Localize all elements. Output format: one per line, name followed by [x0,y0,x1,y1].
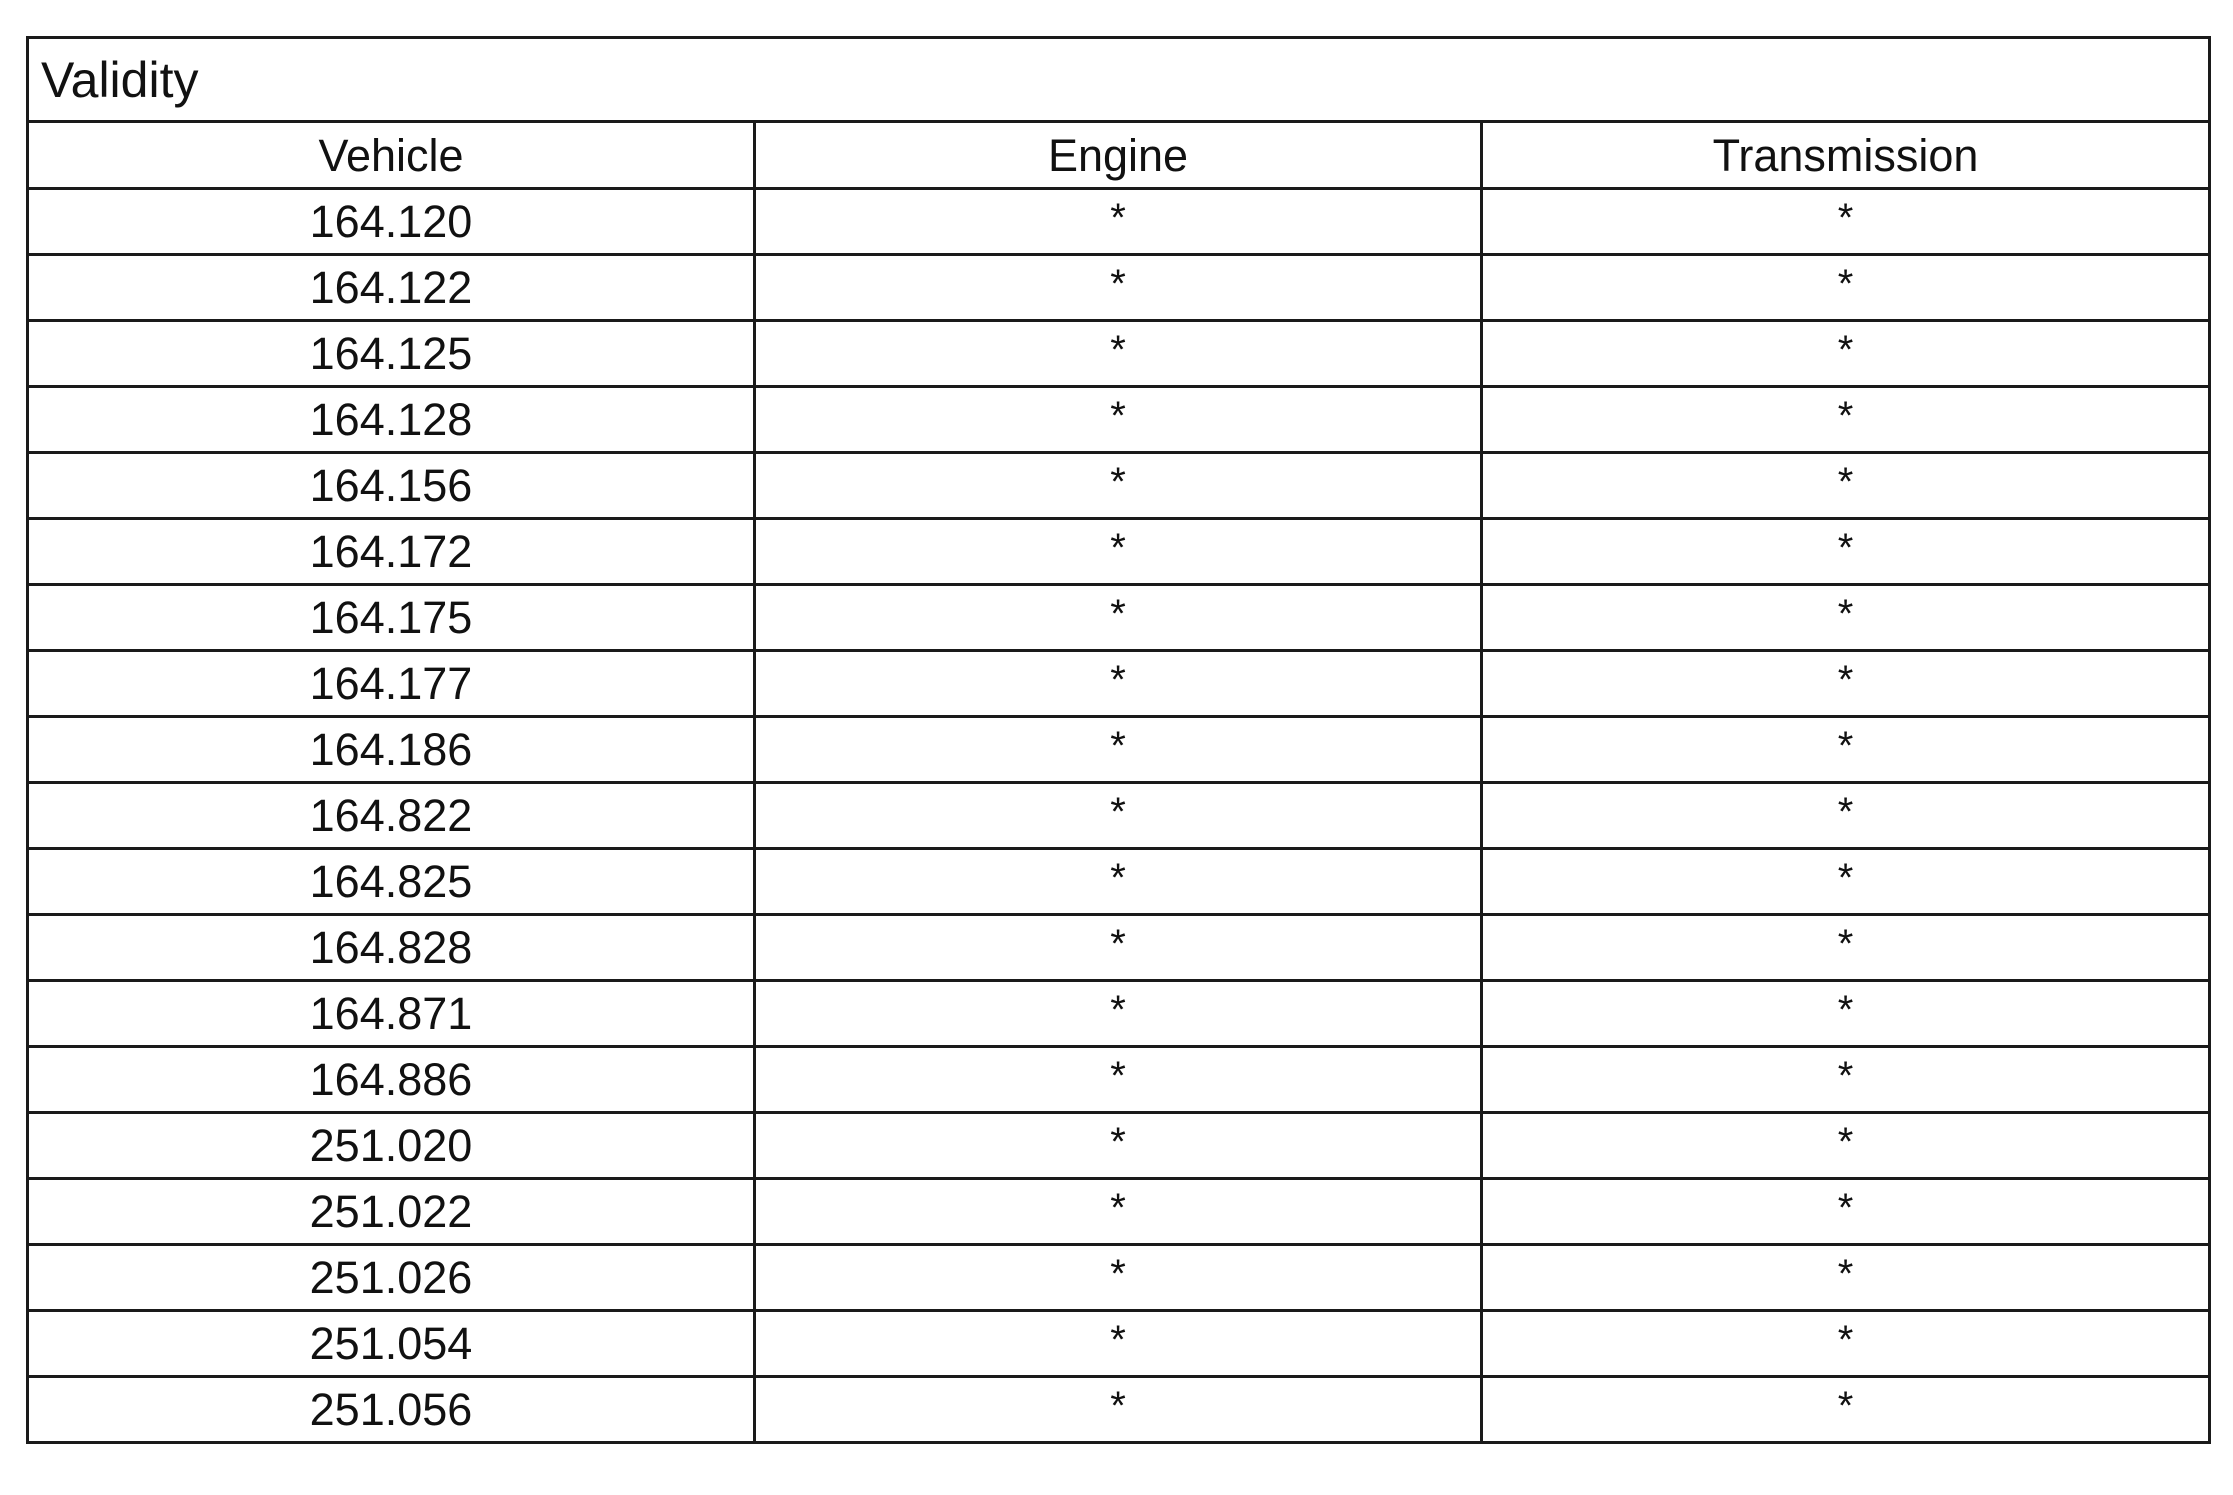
transmission-cell [1482,1113,2210,1179]
table-row [28,519,2210,585]
vehicle-cell: 164.125 [28,321,755,387]
validity-document [26,36,2208,1444]
transmission-cell [1482,387,2210,453]
transmission-cell [1482,915,2210,981]
transmission-cell [1482,1311,2210,1377]
transmission-cell [1482,585,2210,651]
transmission-value: * [1837,394,1854,438]
engine-value: * [1110,922,1126,966]
engine-cell [755,783,1482,849]
table-row [28,1377,2210,1443]
vehicle-cell: 164.172 [28,519,755,585]
vehicle-cell: 251.056 [28,1377,755,1443]
vehicle-cell: 251.022 [28,1179,755,1245]
transmission-value: * [1837,328,1854,372]
transmission-cell [1482,321,2210,387]
engine-cell [755,1377,1482,1443]
table-row [28,1179,2210,1245]
vehicle-cell: 164.871 [28,981,755,1047]
transmission-value: * [1837,724,1854,768]
transmission-value: * [1837,1318,1854,1362]
transmission-value: * [1837,262,1854,306]
vehicle-cell: 164.825 [28,849,755,915]
transmission-value: * [1837,856,1854,900]
table-row [28,321,2210,387]
transmission-cell [1482,783,2210,849]
engine-cell [755,651,1482,717]
vehicle-cell: 164.156 [28,453,755,519]
vehicle-cell: 164.175 [28,585,755,651]
table-row [28,1047,2210,1113]
engine-cell [755,387,1482,453]
table-row [28,255,2210,321]
engine-value: * [1110,328,1126,372]
transmission-value: * [1837,1120,1854,1164]
transmission-value: * [1837,460,1854,504]
engine-cell [755,255,1482,321]
engine-cell [755,1179,1482,1245]
engine-value: * [1110,1186,1126,1230]
column-header-vehicle: Vehicle [28,122,755,189]
engine-cell [755,585,1482,651]
engine-cell [755,1245,1482,1311]
engine-cell [755,321,1482,387]
transmission-value: * [1837,1054,1854,1098]
transmission-cell [1482,255,2210,321]
engine-value: * [1110,790,1126,834]
validity-table [26,36,2211,1444]
vehicle-cell: 164.822 [28,783,755,849]
engine-cell [755,1047,1482,1113]
transmission-cell [1482,1377,2210,1443]
table-row [28,717,2210,783]
transmission-cell [1482,1179,2210,1245]
table-title: Validity [28,38,2210,122]
engine-cell [755,453,1482,519]
engine-value: * [1110,1384,1126,1428]
table-row [28,1311,2210,1377]
transmission-cell [1482,651,2210,717]
transmission-cell [1482,717,2210,783]
transmission-value: * [1837,790,1854,834]
vehicle-cell: 164.828 [28,915,755,981]
engine-value: * [1110,1318,1126,1362]
transmission-cell [1482,849,2210,915]
column-header-transmission: Transmission [1482,122,2210,189]
vehicle-cell: 164.886 [28,1047,755,1113]
engine-cell [755,915,1482,981]
transmission-value: * [1837,988,1854,1032]
table-row [28,585,2210,651]
vehicle-cell: 164.186 [28,717,755,783]
transmission-cell [1482,519,2210,585]
table-row [28,189,2210,255]
transmission-cell [1482,189,2210,255]
transmission-value: * [1837,196,1854,240]
engine-value: * [1110,1054,1126,1098]
transmission-cell [1482,453,2210,519]
transmission-cell [1482,1245,2210,1311]
table-body [28,38,2210,1443]
engine-cell [755,849,1482,915]
header-row [28,122,2210,189]
engine-value: * [1110,1252,1126,1296]
transmission-value: * [1837,526,1854,570]
engine-value: * [1110,262,1126,306]
table-row [28,1245,2210,1311]
transmission-value: * [1837,1186,1854,1230]
engine-cell [755,1113,1482,1179]
table-row [28,387,2210,453]
title-row [28,38,2210,122]
table-row [28,783,2210,849]
vehicle-cell: 251.020 [28,1113,755,1179]
table-row [28,1113,2210,1179]
engine-cell [755,717,1482,783]
table-row [28,651,2210,717]
engine-value: * [1110,988,1126,1032]
table-row [28,981,2210,1047]
vehicle-cell: 251.054 [28,1311,755,1377]
table-row [28,453,2210,519]
transmission-value: * [1837,658,1854,702]
vehicle-cell: 164.128 [28,387,755,453]
table-row [28,849,2210,915]
vehicle-cell: 251.026 [28,1245,755,1311]
engine-value: * [1110,394,1126,438]
engine-value: * [1110,196,1126,240]
transmission-cell [1482,1047,2210,1113]
transmission-value: * [1837,1384,1854,1428]
engine-cell [755,189,1482,255]
engine-value: * [1110,460,1126,504]
engine-cell [755,1311,1482,1377]
transmission-cell [1482,981,2210,1047]
engine-cell [755,519,1482,585]
table-row [28,915,2210,981]
engine-value: * [1110,526,1126,570]
engine-value: * [1110,724,1126,768]
transmission-value: * [1837,1252,1854,1296]
vehicle-cell: 164.122 [28,255,755,321]
engine-value: * [1110,1120,1126,1164]
column-header-engine: Engine [755,122,1482,189]
transmission-value: * [1837,922,1854,966]
vehicle-cell: 164.177 [28,651,755,717]
vehicle-cell: 164.120 [28,189,755,255]
transmission-value: * [1837,592,1854,636]
engine-cell [755,981,1482,1047]
engine-value: * [1110,856,1126,900]
engine-value: * [1110,592,1126,636]
engine-value: * [1110,658,1126,702]
